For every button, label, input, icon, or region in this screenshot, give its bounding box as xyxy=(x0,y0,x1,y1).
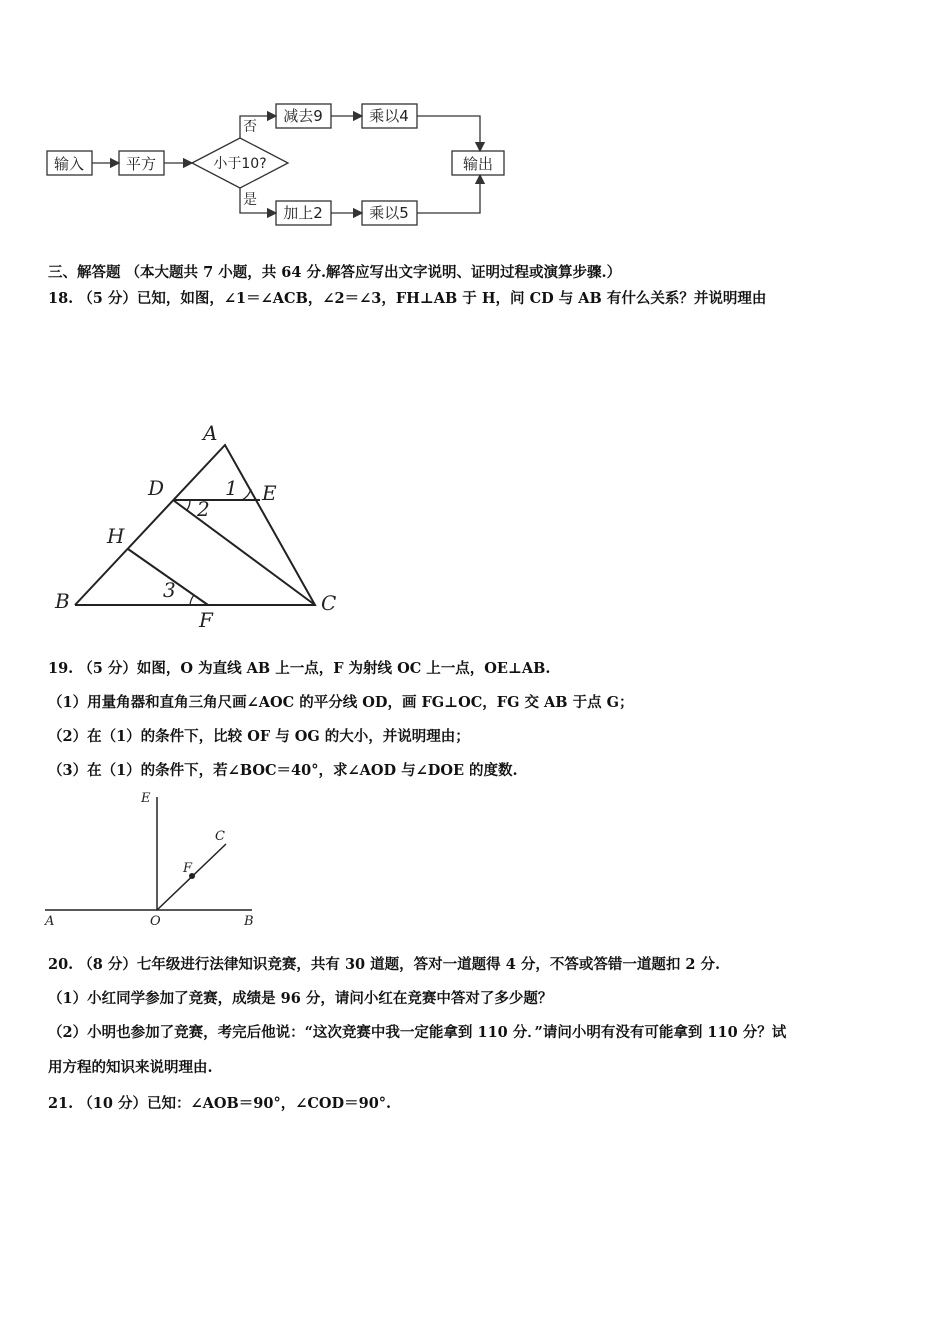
q19-label-f: F xyxy=(183,861,193,876)
q19-label-e: E xyxy=(141,791,151,806)
q18-angle-3: 3 xyxy=(163,578,176,602)
flow-add-label: 加上2 xyxy=(283,204,323,222)
q18-text: 18. （5 分）已知，如图，∠1＝∠ACB，∠2＝∠3，FH⊥AB 于 H，问 CD 与 AB 有什么关系？并说明理由 xyxy=(48,290,767,307)
flow-mult4-label: 乘以4 xyxy=(369,107,409,125)
flowchart xyxy=(40,92,520,227)
q19-part3: （3）在（1）的条件下，若∠BOC＝40°，求∠AOD 与∠DOE 的度数. xyxy=(48,762,518,779)
flow-output-label: 输出 xyxy=(462,155,494,173)
q19-text: 19. （5 分）如图，O 为直线 AB 上一点，F 为射线 OC 上一点，OE⊥AB. xyxy=(48,660,551,677)
q19-label-c: C xyxy=(215,829,225,844)
q20-part1: （1）小红同学参加了竞赛，成绩是 96 分，请问小红在竞赛中答对了多少题？ xyxy=(48,990,553,1007)
q18-angle-1: 1 xyxy=(225,476,238,500)
q18-figure xyxy=(45,415,355,640)
q18-label-e: E xyxy=(262,481,277,505)
section-heading: 三、解答题 （本大题共 7 小题，共 64 分.解答应写出文字说明、证明过程或演算步骤.） xyxy=(48,264,622,281)
q18-label-d: D xyxy=(148,476,165,500)
q19-figure xyxy=(40,785,270,930)
q19-part2: （2）在（1）的条件下，比较 OF 与 OG 的大小，并说明理由； xyxy=(48,728,470,745)
q20-text: 20. （8 分）七年级进行法律知识竞赛，共有 30 道题，答对一道题得 4 分，不答或答错一道题扣 2 分. xyxy=(48,956,721,973)
q21-text: 21. （10 分）已知：∠AOB＝90°，∠COD＝90°. xyxy=(48,1095,392,1112)
flow-condition-label: 小于10? xyxy=(213,156,267,172)
q18-label-h: H xyxy=(107,524,125,548)
flow-square-label: 平方 xyxy=(125,155,157,173)
flow-subtract-label: 减去9 xyxy=(283,107,323,125)
q18-angle-2: 2 xyxy=(197,497,210,521)
flow-input-label: 输入 xyxy=(53,155,85,173)
q18-label-f: F xyxy=(199,608,213,632)
flow-no-label: 否 xyxy=(243,119,257,135)
q18-label-b: B xyxy=(55,589,70,613)
q20-part2b: 用方程的知识来说明理由. xyxy=(48,1059,213,1076)
q20-part2a: （2）小明也参加了竞赛，考完后他说：“这次竞赛中我一定能拿到 110 分．”请问小明有没有可能拿到 110 分？试 xyxy=(48,1024,787,1041)
q18-label-a: A xyxy=(203,421,218,445)
q18-label-c: C xyxy=(321,591,337,615)
flow-mult5-label: 乘以5 xyxy=(369,204,409,222)
flow-yes-label: 是 xyxy=(243,192,257,208)
q19-part1: （1）用量角器和直角三角尺画∠AOC 的平分线 OD，画 FG⊥OC，FG 交 AB 于点 G； xyxy=(48,694,634,711)
q19-label-o: O xyxy=(150,914,161,929)
q19-label-a: A xyxy=(45,914,55,929)
q19-label-b: B xyxy=(244,914,254,929)
